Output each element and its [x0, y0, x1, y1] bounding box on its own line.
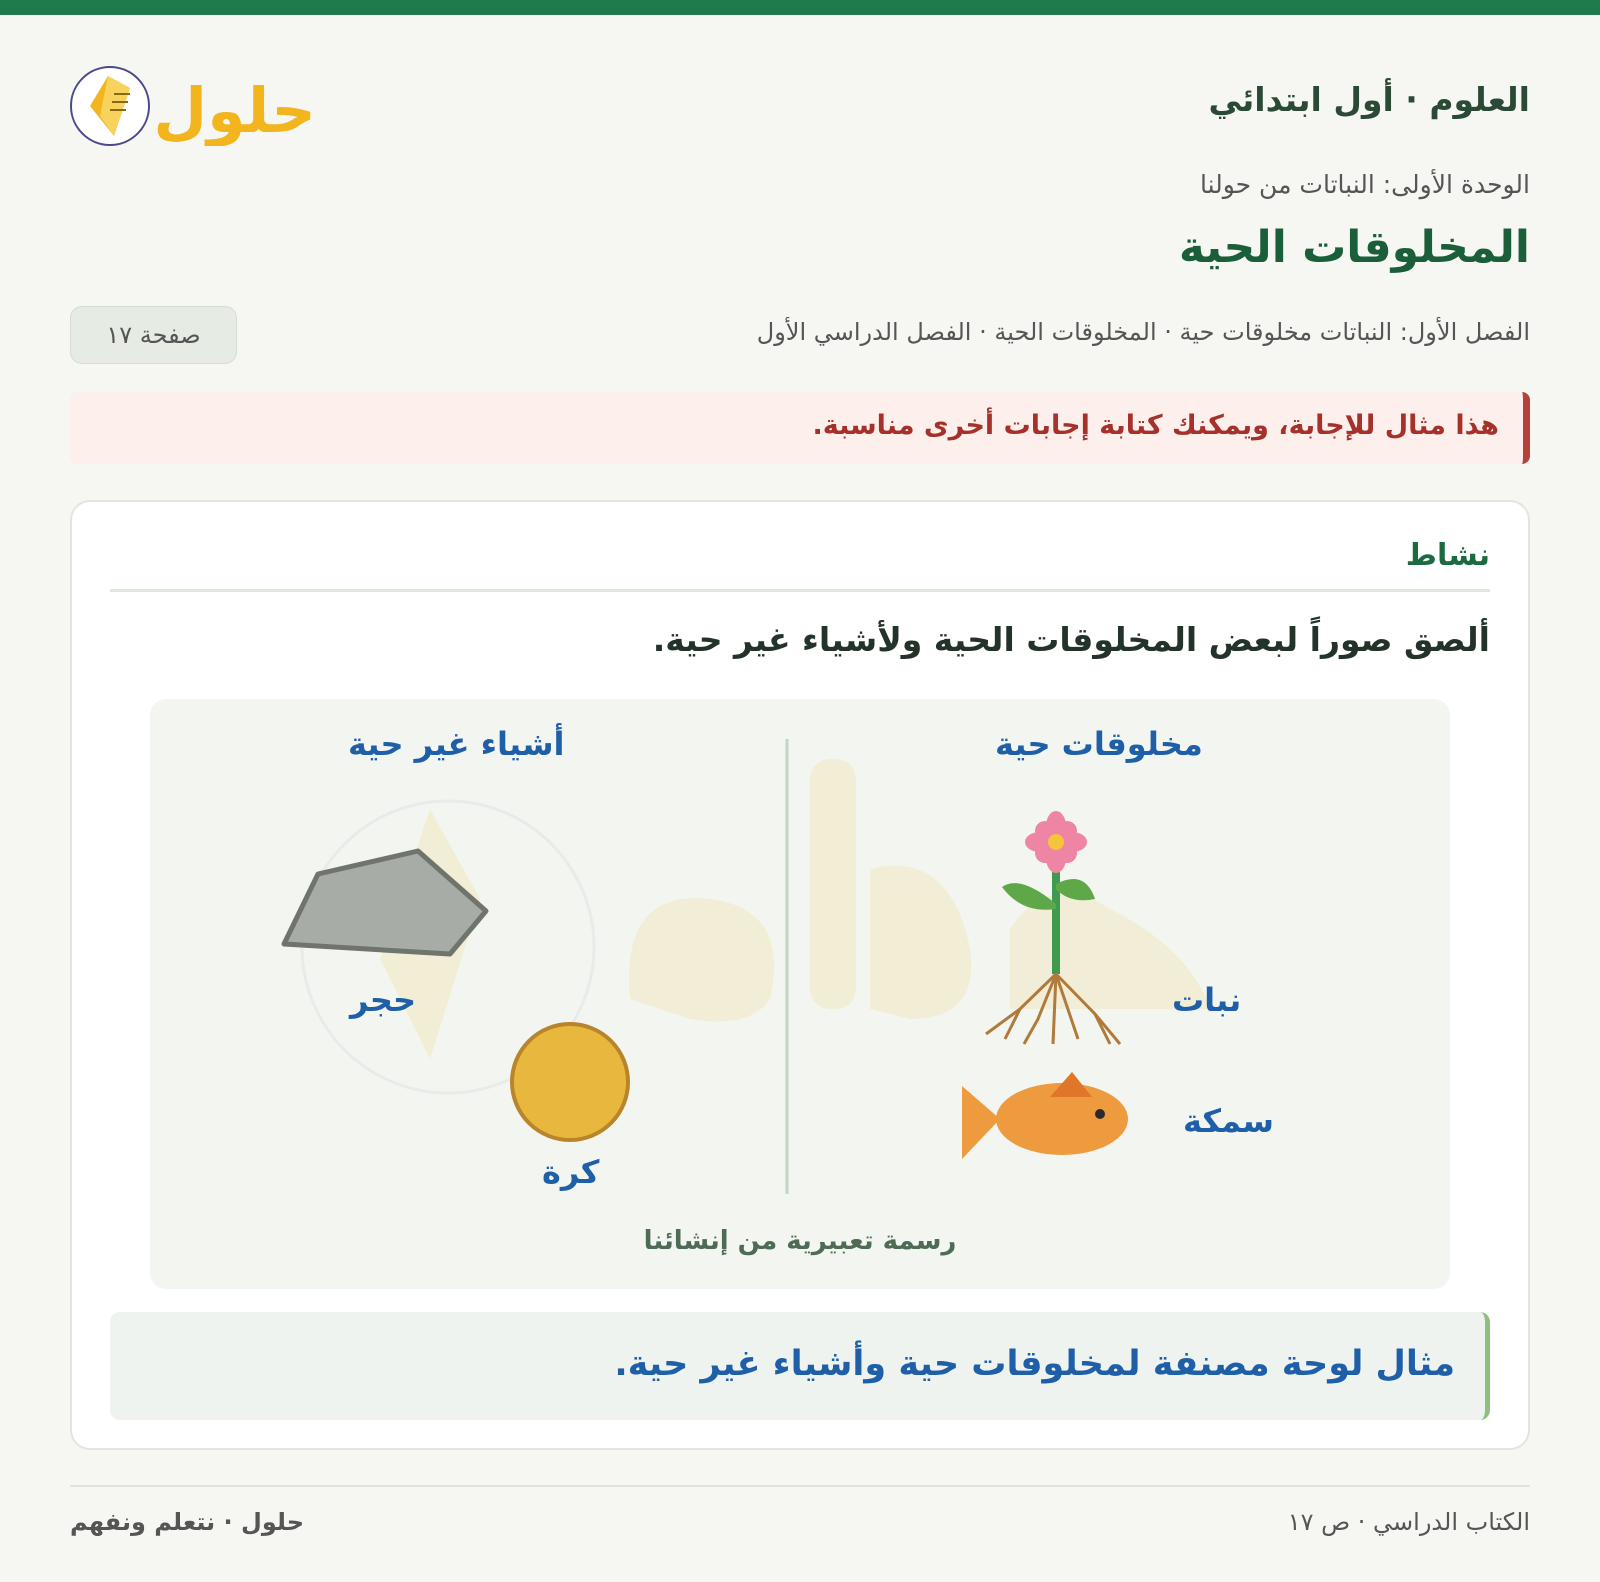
breadcrumb: الفصل الأول: النباتات مخلوقات حية · المخلوقات الحية · الفصل الدراسي الأول — [756, 318, 1530, 346]
answer-note-banner — [70, 392, 1530, 464]
footer-page-reference: الكتاب الدراسي · ص ١٧ — [1287, 1508, 1530, 1536]
page-header — [70, 40, 1530, 180]
lesson-title: المخلوقات الحية — [1178, 222, 1530, 273]
top-accent-bar — [0, 0, 1600, 15]
footer-brand-slogan[interactable]: حلول · نتعلم ونفهم — [70, 1508, 304, 1536]
ball-label: كرة — [542, 1153, 600, 1191]
ball-icon — [512, 1024, 628, 1140]
fish-icon — [962, 1072, 1128, 1159]
answer-text: مثال لوحة مصنفة لمخلوقات حية وأشياء غير حية. — [614, 1344, 1455, 1384]
page-number-text: صفحة ١٧ — [106, 321, 201, 349]
activity-card — [70, 500, 1530, 1450]
nonliving-column-title: أشياء غير حية — [348, 725, 565, 763]
activity-label: نشاط — [1405, 538, 1490, 573]
unit-name: الوحدة الأولى: النباتات من حولنا — [1199, 170, 1530, 199]
activity-question: ألصق صوراً لبعض المخلوقات الحية ولأشياء غير حية. — [652, 620, 1490, 659]
hulul-logo[interactable] — [70, 46, 340, 146]
figure-drawing — [150, 699, 1450, 1289]
living-column-title: مخلوقات حية — [995, 725, 1203, 763]
fish-label: سمكة — [1183, 1102, 1274, 1140]
plant-label: نبات — [1172, 981, 1242, 1019]
figure-caption: رسمة تعبيرية من إنشائنا — [643, 1226, 957, 1256]
classification-figure — [150, 699, 1450, 1289]
svg-text:حلول: حلول — [153, 74, 316, 146]
page-number-badge — [70, 306, 237, 364]
note-text: هذا مثال للإجابة، ويمكنك كتابة إجابات أخرى مناسبة. — [812, 410, 1499, 441]
footer-divider — [70, 1485, 1530, 1487]
answer-box — [110, 1312, 1490, 1420]
divider — [110, 589, 1490, 592]
subject-grade-title: العلوم · أول ابتدائي — [1208, 80, 1530, 119]
stone-label: حجر — [350, 981, 417, 1019]
